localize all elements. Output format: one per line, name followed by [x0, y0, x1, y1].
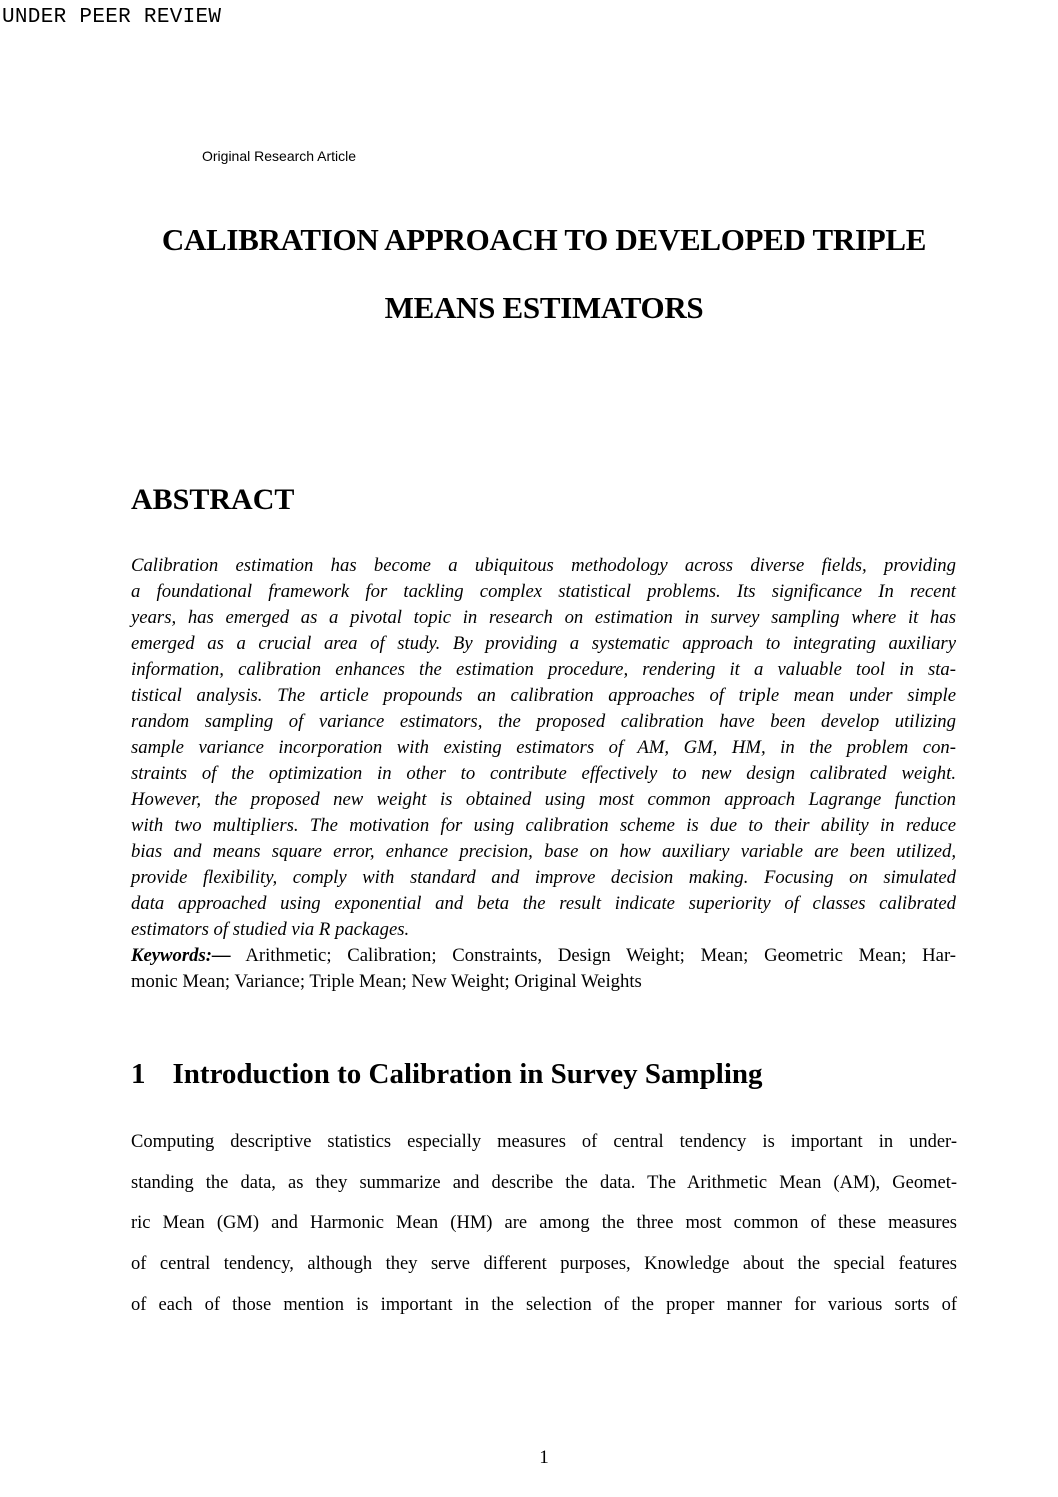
peer-review-watermark: UNDER PEER REVIEW — [2, 6, 222, 29]
paper-title-line2: MEANS ESTIMATORS — [384, 290, 704, 325]
section-title: Introduction to Calibration in Survey Sampling — [172, 1058, 763, 1090]
body-line: ric Mean (GM) and Harmonic Mean (HM) are among the three most common of these measures — [131, 1213, 957, 1234]
abstract-line: However, the proposed new weight is obtained using most common approach Lagrange function — [131, 789, 956, 810]
abstract-line: data approached using exponential and beta the result indicate superiority of classes calibrated — [131, 893, 956, 914]
abstract-text — [131, 553, 956, 995]
abstract-line: information, calibration enhances the estimation procedure, rendering it a valuable tool in sta- — [131, 659, 956, 680]
abstract-line: random sampling of variance estimators, the proposed calibration have been develop utilizing — [131, 711, 956, 732]
abstract-line: provide flexibility, comply with standard and improve decision making. Focusing on simulated — [131, 867, 956, 888]
section-number: 1 — [131, 1058, 146, 1090]
abstract-line: bias and means square error, enhance precision, base on how auxiliary variable are been utilized, — [131, 841, 956, 862]
introduction-paragraph — [131, 1122, 957, 1326]
body-line: of central tendency, although they serve different purposes, Knowledge about the special features — [131, 1254, 957, 1275]
abstract-line: emerged as a crucial area of study. By providing a systematic approach to integrating auxiliary — [131, 633, 956, 654]
abstract-line: sample variance incorporation with existing estimators of AM, GM, HM, in the problem con- — [131, 737, 956, 758]
body-line: of each of those mention is important in the selection of the proper manner for various sorts of — [131, 1294, 957, 1315]
paper-title — [131, 224, 957, 360]
abstract-line: estimators of studied via R packages. — [131, 919, 410, 940]
keywords-line-2: monic Mean; Variance; Triple Mean; New Weight; Original Weights — [131, 971, 642, 992]
body-line: Computing descriptive statistics especially measures of central tendency is important in under- — [131, 1132, 957, 1152]
abstract-line: straints of the optimization in other to contribute effectively to new design calibrated weight. — [131, 763, 956, 784]
article-type-label: Original Research Article — [202, 148, 357, 164]
abstract-heading: ABSTRACT — [131, 483, 295, 516]
section-1-heading — [131, 1058, 957, 1090]
abstract-line: a foundational framework for tackling complex statistical problems. Its significance In recent — [131, 581, 956, 602]
abstract-line: tistical analysis. The article propounds an calibration approaches of triple mean under simple — [131, 685, 956, 706]
abstract-line: with two multipliers. The motivation for using calibration scheme is due to their ability in reduce — [131, 815, 956, 836]
body-line: standing the data, as they summarize and describe the data. The Arithmetic Mean (AM), Geomet- — [131, 1172, 957, 1193]
paper-title-line1: CALIBRATION APPROACH TO DEVELOPED TRIPLE — [161, 222, 927, 257]
abstract-line: years, has emerged as a pivotal topic in research on estimation in survey sampling where it has — [131, 607, 956, 628]
keywords-line-1 — [131, 943, 956, 969]
keywords-label: Keywords:— — [131, 945, 231, 966]
keywords-text: Arithmetic; Calibration; Constraints, Design Weight; Mean; Geometric Mean; Har- — [245, 945, 957, 966]
abstract-line: Calibration estimation has become a ubiquitous methodology across diverse fields, providing — [131, 555, 956, 576]
page-number: 1 — [539, 1447, 549, 1468]
